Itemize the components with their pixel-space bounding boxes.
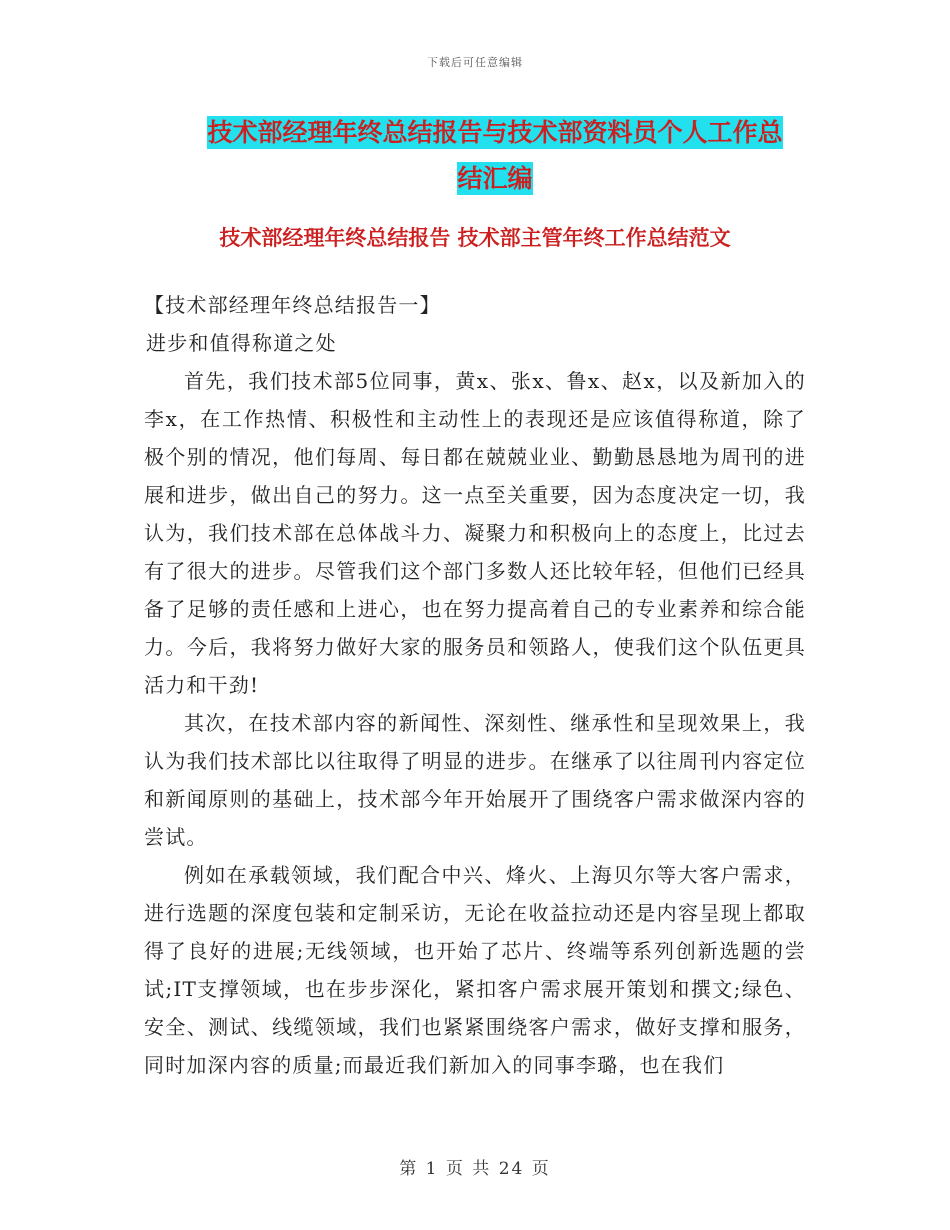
document-title (150, 110, 840, 202)
body-paragraph-2: 其次，在技术部内容的新闻性、深刻性、继承性和呈现效果上，我认为我们技术部比以往取得了明显的进步。在继承了以往周刊内容定位和新闻原则的基础上，技术部今年开始展开了围绕客户需求做深内容的尝试。 (144, 711, 806, 849)
document-subtitle: 技术部经理年终总结报告 技术部主管年终工作总结范文 (219, 226, 731, 250)
title-line-1: 技术部经理年终总结报告与技术部资料员个人工作总 (207, 118, 783, 147)
section-heading: 【技术部经理年终总结报告一】 (144, 293, 441, 317)
sub-heading: 进步和值得称道之处 (146, 331, 337, 355)
download-note: 下载后可任意编辑 (427, 56, 523, 69)
title-line-2: 结汇编 (457, 164, 533, 193)
page-number: 第 1 页 共 24 页 (399, 1159, 551, 1179)
body-paragraph-1: 首先，我们技术部5位同事，黄x、张x、鲁x、赵x，以及新加入的李x，在工作热情、积极性和主动性上的表现还是应该值得称道，除了极个别的情况，他们每周、每日都在兢兢业业、勤勤恳恳地为周刊的进展和进步，做出自己的努力。这一点至关重要，因为态度决定一切，我认为，我们技术部在总体战斗力、凝聚力和积极向上的态度上，比过去有了很大的进步。尽管我们这个部门多数人还比较年轻，但他们已经具备了足够的责任感和上进心，也在努力提高着自己的专业素养和综合能力。今后，我将努力做好大家的服务员和领路人，使我们这个队伍更具活力和干劲! (144, 369, 806, 697)
body-paragraph-3: 例如在承载领域，我们配合中兴、烽火、上海贝尔等大客户需求，进行选题的深度包装和定制采访，无论在收益拉动还是内容呈现上都取得了良好的进展;无线领域，也开始了芯片、终端等系列创新选题的尝试;IT支撑领域，也在步步深化，紧扣客户需求展开策划和撰文;绿色、安全、测试、线缆领域，我们也紧紧围绕客户需求，做好支撑和服务，同时加深内容的质量;而最近我们新加入的同事李璐，也在我们 (144, 863, 806, 1077)
document-body (144, 286, 806, 1084)
